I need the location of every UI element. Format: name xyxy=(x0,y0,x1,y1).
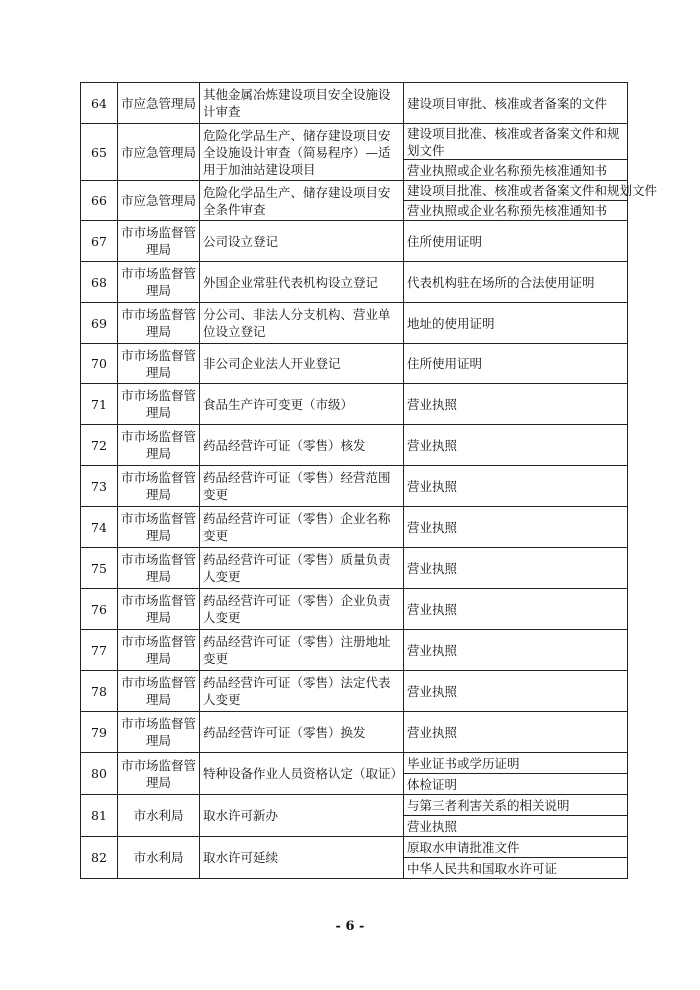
service-item-cell: 取水许可延续 xyxy=(200,837,404,879)
material-cell: 营业执照 xyxy=(404,384,628,425)
material-cell: 中华人民共和国取水许可证 xyxy=(404,858,628,879)
department-cell: 市市场监督管理局 xyxy=(118,344,200,384)
service-item-cell: 危险化学品生产、储存建设项目安全设施设计审查（简易程序）—适用于加油站建设项目 xyxy=(200,124,404,181)
department-cell: 市市场监督管理局 xyxy=(118,753,200,795)
table-row xyxy=(81,181,628,201)
material-cell: 营业执照 xyxy=(404,507,628,548)
material-cell: 原取水申请批准文件 xyxy=(404,837,628,858)
material-cell: 营业执照 xyxy=(404,816,628,837)
row-number: 64 xyxy=(81,83,118,124)
service-item-cell: 药品经营许可证（零售）质量负责人变更 xyxy=(200,548,404,589)
department-cell: 市市场监督管理局 xyxy=(118,303,200,344)
material-cell: 建设项目审批、核准或者备案的文件 xyxy=(404,83,628,124)
material-cell: 代表机构驻在场所的合法使用证明 xyxy=(404,262,628,303)
service-item-cell: 药品经营许可证（零售）核发 xyxy=(200,425,404,466)
department-cell: 市市场监督管理局 xyxy=(118,384,200,425)
row-number: 82 xyxy=(81,837,118,879)
table-row xyxy=(81,589,628,630)
department-cell: 市应急管理局 xyxy=(118,181,200,221)
material-cell: 营业执照 xyxy=(404,630,628,671)
service-item-cell: 公司设立登记 xyxy=(200,221,404,262)
table-row xyxy=(81,671,628,712)
service-item-cell: 药品经营许可证（零售）换发 xyxy=(200,712,404,753)
department-cell: 市应急管理局 xyxy=(118,124,200,181)
page-number: - 6 - xyxy=(335,919,365,934)
service-item-cell: 分公司、非法人分支机构、营业单位设立登记 xyxy=(200,303,404,344)
material-cell: 毕业证书或学历证明 xyxy=(404,753,628,774)
department-cell: 市应急管理局 xyxy=(118,83,200,124)
material-cell: 营业执照或企业名称预先核准通知书 xyxy=(404,160,628,181)
table-row xyxy=(81,303,628,344)
table-row xyxy=(81,712,628,753)
service-item-cell: 药品经营许可证（零售）企业名称变更 xyxy=(200,507,404,548)
department-cell: 市市场监督管理局 xyxy=(118,630,200,671)
material-cell: 住所使用证明 xyxy=(404,344,628,384)
department-cell: 市市场监督管理局 xyxy=(118,262,200,303)
department-cell: 市市场监督管理局 xyxy=(118,221,200,262)
material-cell: 营业执照 xyxy=(404,548,628,589)
material-cell: 地址的使用证明 xyxy=(404,303,628,344)
service-item-cell: 其他金属冶炼建设项目安全设施设计审查 xyxy=(200,83,404,124)
department-cell: 市市场监督管理局 xyxy=(118,466,200,507)
row-number: 74 xyxy=(81,507,118,548)
department-cell: 市水利局 xyxy=(118,795,200,837)
row-number: 77 xyxy=(81,630,118,671)
service-item-cell: 外国企业常驻代表机构设立登记 xyxy=(200,262,404,303)
material-cell: 住所使用证明 xyxy=(404,221,628,262)
row-number: 65 xyxy=(81,124,118,181)
table-body xyxy=(81,83,658,879)
table-row xyxy=(81,630,628,671)
department-cell: 市市场监督管理局 xyxy=(118,548,200,589)
row-number: 73 xyxy=(81,466,118,507)
table-row xyxy=(81,262,628,303)
service-item-cell: 药品经营许可证（零售）注册地址变更 xyxy=(200,630,404,671)
department-cell: 市市场监督管理局 xyxy=(118,589,200,630)
material-cell: 营业执照 xyxy=(404,466,628,507)
material-cell: 营业执照或企业名称预先核准通知书 xyxy=(404,201,628,221)
table-row xyxy=(81,753,628,774)
table-row xyxy=(81,83,628,124)
row-number: 70 xyxy=(81,344,118,384)
row-number: 66 xyxy=(81,181,118,221)
row-number: 75 xyxy=(81,548,118,589)
table-row xyxy=(81,466,628,507)
table-row xyxy=(81,344,628,384)
department-cell: 市市场监督管理局 xyxy=(118,671,200,712)
service-item-cell: 食品生产许可变更（市级） xyxy=(200,384,404,425)
service-item-cell: 药品经营许可证（零售）经营范围变更 xyxy=(200,466,404,507)
row-number: 81 xyxy=(81,795,118,837)
table-row xyxy=(81,425,628,466)
row-number: 69 xyxy=(81,303,118,344)
material-cell: 与第三者利害关系的相关说明 xyxy=(404,795,628,816)
material-cell: 营业执照 xyxy=(404,589,628,630)
row-number: 79 xyxy=(81,712,118,753)
table-row xyxy=(81,507,628,548)
service-item-cell: 药品经营许可证（零售）企业负责人变更 xyxy=(200,589,404,630)
service-item-cell: 非公司企业法人开业登记 xyxy=(200,344,404,384)
row-number: 67 xyxy=(81,221,118,262)
service-item-cell: 危险化学品生产、储存建设项目安全条件审查 xyxy=(200,181,404,221)
department-cell: 市市场监督管理局 xyxy=(118,712,200,753)
table-row xyxy=(81,548,628,589)
row-number: 76 xyxy=(81,589,118,630)
materials-table xyxy=(80,82,658,879)
table-row xyxy=(81,384,628,425)
material-cell: 营业执照 xyxy=(404,712,628,753)
row-number: 68 xyxy=(81,262,118,303)
department-cell: 市市场监督管理局 xyxy=(118,425,200,466)
service-item-cell: 特种设备作业人员资格认定（取证） xyxy=(200,753,404,795)
row-number: 71 xyxy=(81,384,118,425)
table-row xyxy=(81,837,628,858)
material-cell: 建设项目批准、核准或者备案文件和规划文件 xyxy=(404,181,628,201)
service-item-cell: 药品经营许可证（零售）法定代表人变更 xyxy=(200,671,404,712)
material-cell: 建设项目批准、核准或者备案文件和规划文件 xyxy=(404,124,628,160)
row-number: 80 xyxy=(81,753,118,795)
table-row xyxy=(81,221,628,262)
service-item-cell: 取水许可新办 xyxy=(200,795,404,837)
department-cell: 市水利局 xyxy=(118,837,200,879)
material-cell: 营业执照 xyxy=(404,671,628,712)
table-row xyxy=(81,124,628,160)
table-row xyxy=(81,795,628,816)
department-cell: 市市场监督管理局 xyxy=(118,507,200,548)
row-number: 78 xyxy=(81,671,118,712)
row-number: 72 xyxy=(81,425,118,466)
material-cell: 营业执照 xyxy=(404,425,628,466)
material-cell: 体检证明 xyxy=(404,774,628,795)
